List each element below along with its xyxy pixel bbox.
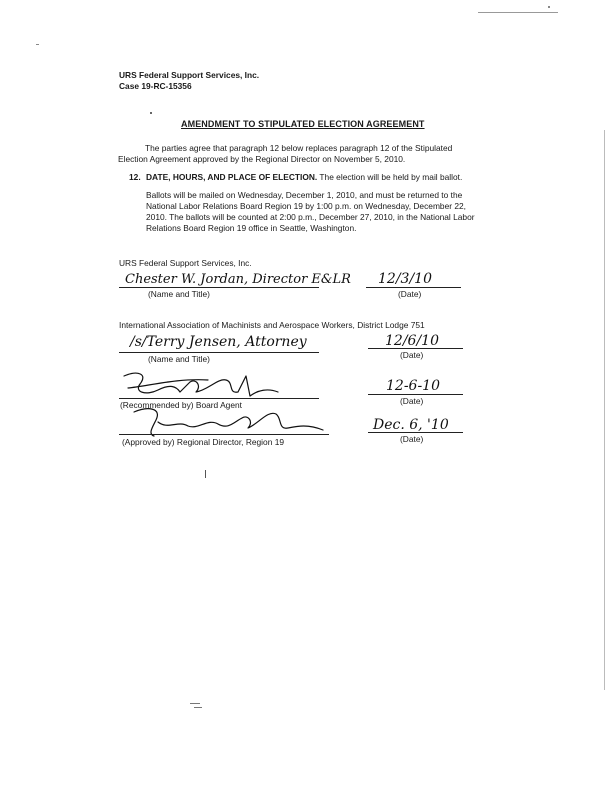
scan-speck bbox=[548, 6, 550, 8]
employer-date-label: (Date) bbox=[398, 289, 422, 299]
board-agent-date-label: (Date) bbox=[400, 396, 424, 406]
section-body-line-4: Relations Board Region 19 office in Seattle, Washington. bbox=[146, 223, 357, 233]
regional-director-date-label: (Date) bbox=[400, 434, 424, 444]
employer-name-line bbox=[119, 287, 319, 288]
union-signature: /s/Terry Jensen, Attorney bbox=[130, 334, 307, 350]
board-agent-line bbox=[119, 398, 319, 399]
section-heading-rest: The election will be held by mail ballot. bbox=[319, 172, 463, 182]
company-name: URS Federal Support Services, Inc. bbox=[119, 70, 260, 80]
section-body-line-1: Ballots will be mailed on Wednesday, December 1, 2010, and must be returned to the bbox=[146, 190, 463, 200]
board-agent-date-line bbox=[368, 394, 463, 395]
scan-speck bbox=[194, 707, 202, 708]
union-party: International Association of Machinists and Aerospace Workers, District Lodge 751 bbox=[119, 320, 425, 330]
employer-party: URS Federal Support Services, Inc. bbox=[119, 258, 252, 268]
scan-mark bbox=[478, 12, 558, 13]
employer-date-handwritten: 12/3/10 bbox=[378, 271, 432, 287]
scan-speck bbox=[36, 44, 39, 45]
scan-speck bbox=[190, 703, 200, 704]
board-agent-date-handwritten: 12-6-10 bbox=[386, 378, 440, 394]
union-name-line bbox=[119, 352, 319, 353]
intro-line-2: Election Agreement approved by the Regional Director on November 5, 2010. bbox=[118, 154, 406, 164]
employer-date-line bbox=[366, 287, 461, 288]
case-number: Case 19-RC-15356 bbox=[119, 81, 192, 91]
employer-name-label: (Name and Title) bbox=[148, 289, 210, 299]
board-agent-label: (Recommended by) Board Agent bbox=[120, 400, 242, 410]
document-title: AMENDMENT TO STIPULATED ELECTION AGREEMENT bbox=[181, 119, 425, 129]
section-body-line-2: National Labor Relations Board Region 19 by 1:00 p.m. on Wednesday, December 22, bbox=[146, 201, 466, 211]
section-number: 12. bbox=[129, 172, 141, 182]
union-date-label: (Date) bbox=[400, 350, 424, 360]
intro-line-1: The parties agree that paragraph 12 below replaces paragraph 12 of the Stipulated bbox=[145, 143, 453, 153]
union-name-label: (Name and Title) bbox=[148, 354, 210, 364]
regional-director-line bbox=[119, 434, 329, 435]
regional-director-date-line bbox=[368, 432, 463, 433]
scan-speck bbox=[150, 112, 152, 114]
union-date-handwritten: 12/6/10 bbox=[385, 333, 439, 349]
regional-director-date-handwritten: Dec. 6, '10 bbox=[373, 417, 449, 433]
section-heading: DATE, HOURS, AND PLACE OF ELECTION. bbox=[146, 172, 318, 182]
section-body-line-3: 2010. The ballots will be counted at 2:00 p.m., December 27, 2010, in the National Labor bbox=[146, 212, 475, 222]
regional-director-label: (Approved by) Regional Director, Region 19 bbox=[122, 437, 285, 447]
scan-edge bbox=[604, 130, 605, 690]
scan-speck bbox=[205, 470, 206, 478]
section-heading-line bbox=[146, 172, 462, 183]
employer-signature: Chester W. Jordan, Director E&LR bbox=[125, 272, 351, 287]
union-date-line bbox=[368, 348, 463, 349]
